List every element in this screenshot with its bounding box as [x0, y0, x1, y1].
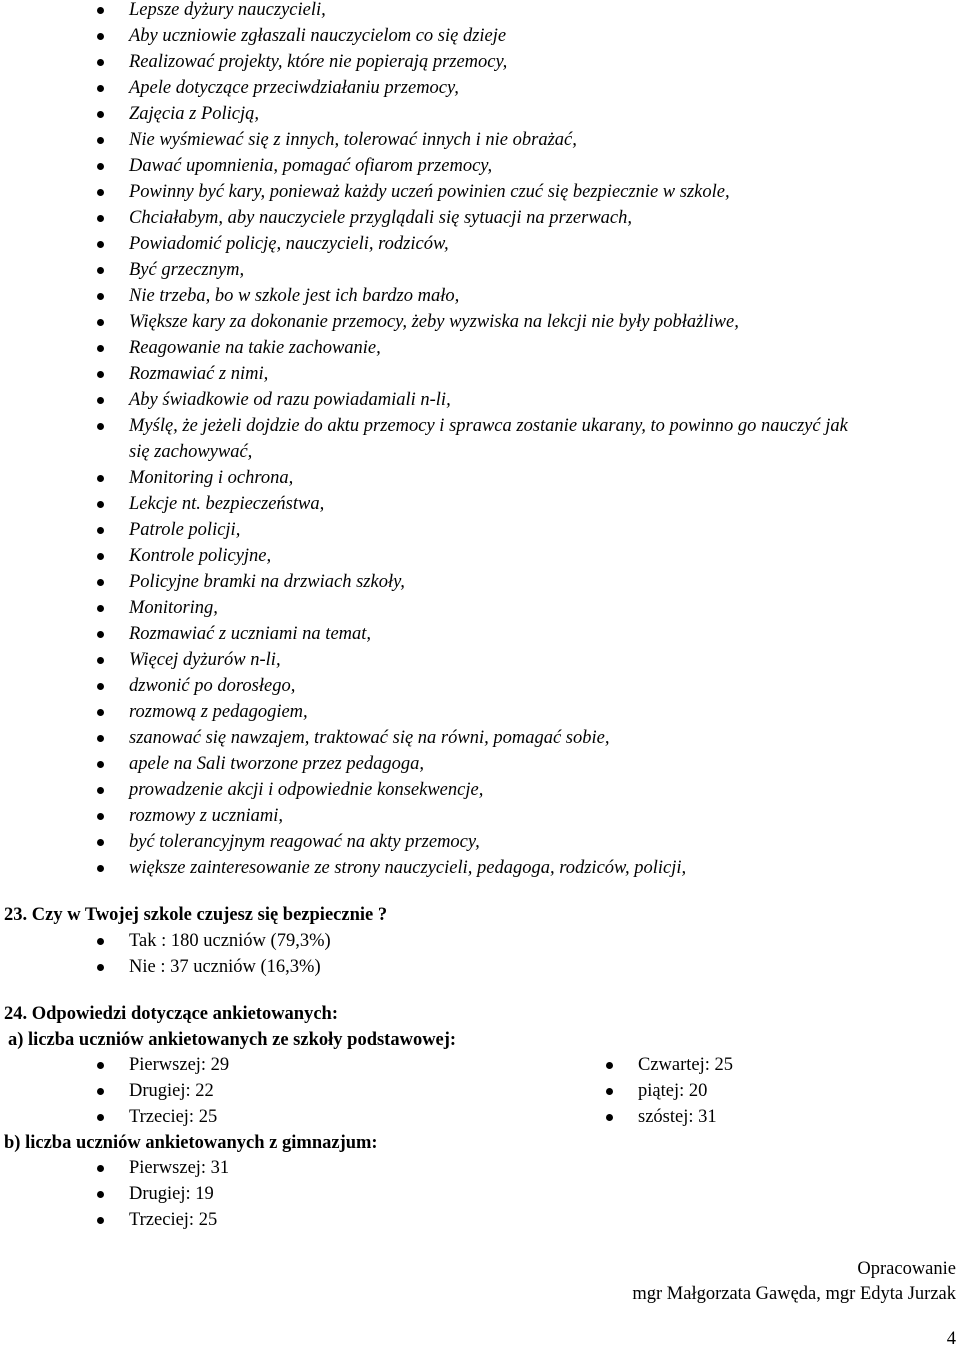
list-item: apele na Sali tworzone przez pedagoga, [129, 754, 424, 774]
class-count-item: Trzeciej: 25 [129, 1210, 218, 1230]
q23-heading: 23. Czy w Twojej szkole czujesz się bezpiecznie ? [4, 905, 388, 925]
bullet-icon [606, 1062, 613, 1069]
list-item: Więcej dyżurów n-li, [129, 650, 281, 670]
list-item: Chciałabym, aby nauczyciele przyglądali się sytuacji na przerwach, [129, 208, 633, 228]
bullet-icon [97, 501, 104, 508]
list-item: prowadzenie akcji i odpowiednie konsekwencje, [129, 780, 484, 800]
bullet-icon [97, 215, 104, 222]
list-item: Lepsze dyżury nauczycieli, [129, 0, 326, 20]
page-number: 4 [946, 1329, 956, 1349]
list-item-continuation: się zachowywać, [129, 442, 253, 462]
list-item: Dawać upomnienia, pomagać ofiarom przemocy, [129, 156, 493, 176]
list-item: Reagowanie na takie zachowanie, [129, 338, 381, 358]
bullet-icon [97, 59, 104, 66]
bullet-icon [97, 1088, 104, 1095]
class-count-item: piątej: 20 [638, 1081, 708, 1101]
bullet-icon [97, 813, 104, 820]
bullet-icon [97, 319, 104, 326]
bullet-icon [97, 85, 104, 92]
bullet-icon [97, 938, 104, 945]
bullet-icon [97, 397, 104, 404]
list-item: Aby świadkowie od razu powiadamiali n-li, [129, 390, 451, 410]
bullet-icon [97, 787, 104, 794]
bullet-icon [97, 241, 104, 248]
bullet-icon [97, 1191, 104, 1198]
bullet-icon [97, 267, 104, 274]
bullet-icon [97, 839, 104, 846]
bullet-icon [97, 33, 104, 40]
list-item: Powiadomić policję, nauczycieli, rodziców, [129, 234, 449, 254]
list-item: Zajęcia z Policją, [129, 104, 259, 124]
list-item: Monitoring, [129, 598, 218, 618]
bullet-icon [97, 735, 104, 742]
bullet-icon [97, 761, 104, 768]
bullet-icon [97, 605, 104, 612]
list-item: Aby uczniowie zgłaszali nauczycielom co się dzieje [129, 26, 507, 46]
bullet-icon [97, 371, 104, 378]
bullet-icon [97, 1217, 104, 1224]
bullet-icon [97, 163, 104, 170]
list-item: Apele dotyczące przeciwdziałaniu przemocy, [129, 78, 459, 98]
q24-a-heading: a) liczba uczniów ankietowanych ze szkoły podstawowej: [8, 1030, 457, 1050]
bullet-icon [97, 345, 104, 352]
bullet-icon [97, 293, 104, 300]
bullet-icon [97, 111, 104, 118]
list-item: szanować się nawzajem, traktować się na równi, pomagać sobie, [129, 728, 610, 748]
bullet-icon [97, 865, 104, 872]
list-item: rozmowy z uczniami, [129, 806, 283, 826]
q24-heading: 24. Odpowiedzi dotyczące ankietowanych: [4, 1004, 339, 1024]
footer-authors: mgr Małgorzata Gawęda, mgr Edyta Jurzak [632, 1284, 956, 1304]
bullet-icon [97, 631, 104, 638]
bullet-icon [97, 1114, 104, 1121]
class-count-item: szóstej: 31 [638, 1107, 717, 1127]
class-count-item: Drugiej: 19 [129, 1184, 214, 1204]
list-item: Być grzecznym, [129, 260, 245, 280]
answer-item: Nie : 37 uczniów (16,3%) [129, 957, 321, 977]
bullet-icon [97, 964, 104, 971]
bullet-icon [97, 553, 104, 560]
bullet-icon [97, 683, 104, 690]
list-item: Kontrole policyjne, [129, 546, 272, 566]
answer-item: Tak : 180 uczniów (79,3%) [129, 931, 331, 951]
bullet-icon [97, 137, 104, 144]
list-item: Nie trzeba, bo w szkole jest ich bardzo mało, [129, 286, 460, 306]
list-item: Policyjne bramki na drzwiach szkoły, [129, 572, 405, 592]
list-item: Lekcje nt. bezpieczeństwa, [129, 494, 325, 514]
list-item: Rozmawiać z uczniami na temat, [129, 624, 372, 644]
list-item: Większe kary za dokonanie przemocy, żeby wyzwiska na lekcji nie były pobłażliwe, [129, 312, 739, 332]
list-item: rozmową z pedagogiem, [129, 702, 308, 722]
bullet-icon [97, 657, 104, 664]
class-count-item: Pierwszej: 29 [129, 1055, 230, 1075]
list-item: Rozmawiać z nimi, [129, 364, 269, 384]
q24-b-heading: b) liczba uczniów ankietowanych z gimnazjum: [4, 1133, 378, 1153]
footer-label: Opracowanie [857, 1259, 956, 1279]
list-item: większe zainteresowanie ze strony nauczycieli, pedagoga, rodziców, policji, [129, 858, 687, 878]
class-count-item: Czwartej: 25 [638, 1055, 734, 1075]
list-item: Myślę, że jeżeli dojdzie do aktu przemocy i sprawca zostanie ukarany, to powinno go nauczyć jak [129, 416, 848, 436]
class-count-item: Trzeciej: 25 [129, 1107, 218, 1127]
list-item: być tolerancyjnym reagować na akty przemocy, [129, 832, 480, 852]
bullet-icon [606, 1088, 613, 1095]
list-item: dzwonić po dorosłego, [129, 676, 296, 696]
class-count-item: Drugiej: 22 [129, 1081, 214, 1101]
list-item: Nie wyśmiewać się z innych, tolerować innych i nie obrażać, [129, 130, 577, 150]
bullet-icon [97, 1165, 104, 1172]
bullet-icon [97, 1062, 104, 1069]
bullet-icon [97, 189, 104, 196]
bullet-icon [97, 475, 104, 482]
list-item: Patrole policji, [129, 520, 241, 540]
list-item: Monitoring i ochrona, [129, 468, 294, 488]
bullet-icon [97, 709, 104, 716]
bullet-icon [97, 423, 104, 430]
list-item: Powinny być kary, ponieważ każdy uczeń powinien czuć się bezpiecznie w szkole, [129, 182, 730, 202]
class-count-item: Pierwszej: 31 [129, 1158, 230, 1178]
bullet-icon [606, 1114, 613, 1121]
list-item: Realizować projekty, które nie popierają przemocy, [129, 52, 508, 72]
bullet-icon [97, 527, 104, 534]
bullet-icon [97, 579, 104, 586]
bullet-icon [97, 7, 104, 14]
